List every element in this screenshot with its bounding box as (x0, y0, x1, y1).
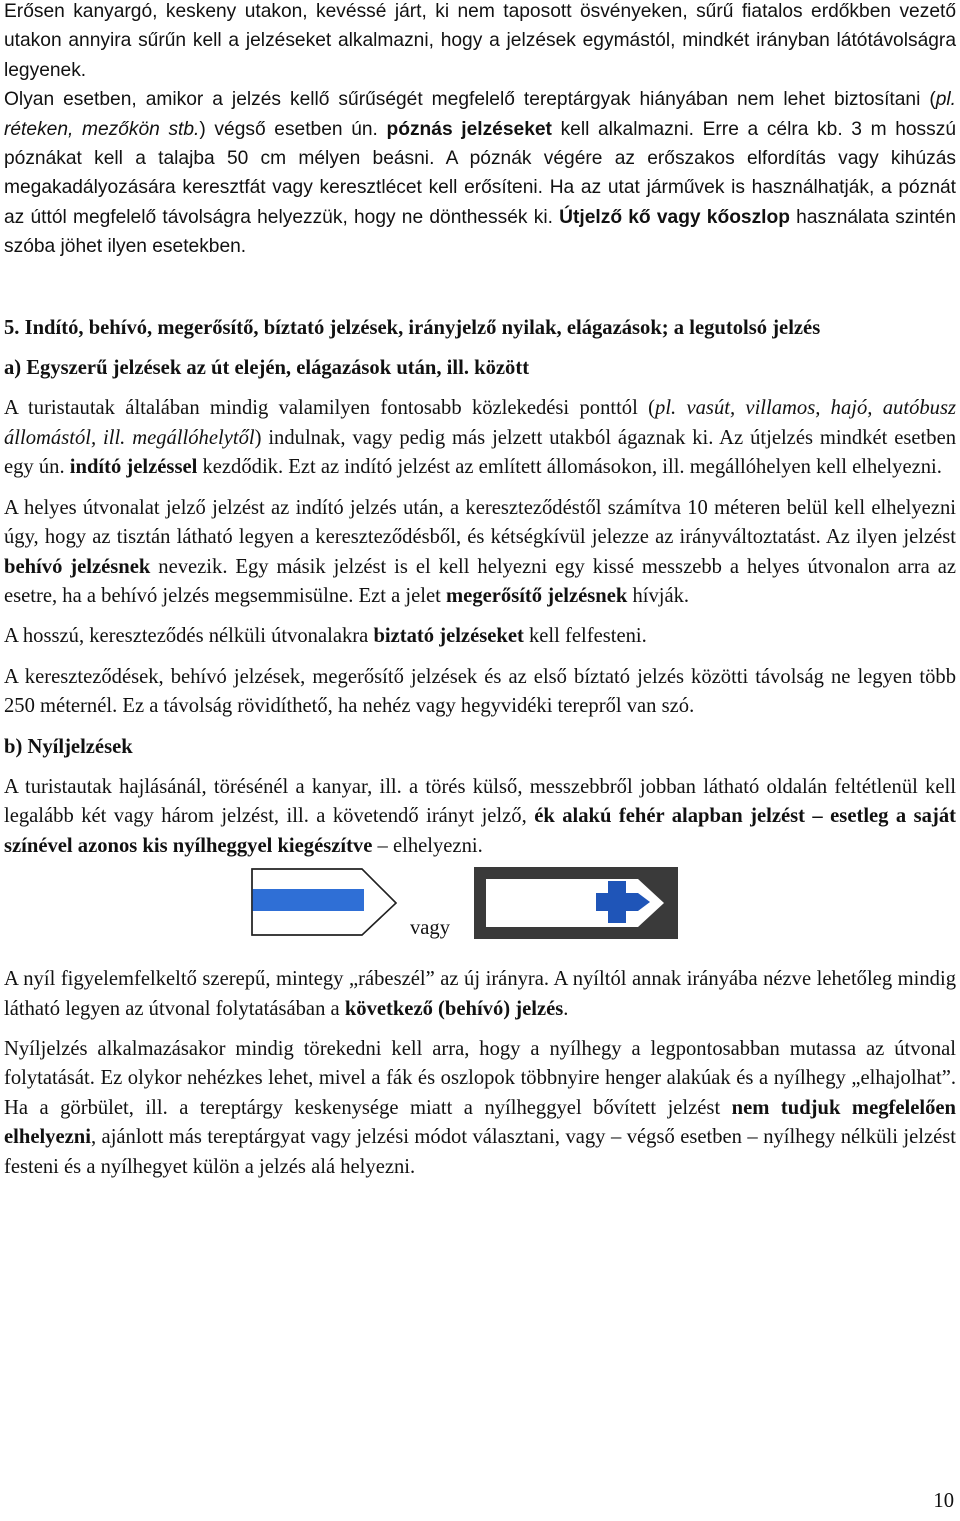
bold-text-run: Útjelző kő vagy kőoszlop (559, 206, 790, 228)
text-run: használata szintén szóba jöhet ilyen esetekben. (4, 206, 957, 258)
bold-text-run: behívó jelzésnek (4, 555, 151, 578)
italic-text-run: pl. réteken, mezőkön stb. (4, 89, 956, 140)
paragraph-dense-marking (4, 0, 956, 85)
text-run: A turistautak általában mindig valamilyen fontosabb közlekedési ponttól ( (4, 397, 656, 420)
text-run: kezdődik. Ezt az indító jelzést az említett állomásokon, ill. megállóhelyen kell elhelyezni. (197, 456, 942, 479)
page-number: 10 (933, 1490, 954, 1512)
text-run: – elhelyezni. (372, 834, 483, 857)
subsection-heading-a: a) Egyszerű jelzések az út elején, elágazások után, ill. között (4, 357, 530, 380)
cross-arrow-mark-icon (474, 867, 678, 939)
text-run: . (563, 997, 569, 1020)
subsection-heading-b: b) Nyíljelzések (4, 735, 133, 758)
text-run: ) végső esetben ún. (199, 118, 387, 140)
text-run: A turistautak hajlásánál, törésénél a kanyar, ill. a törés külső, messzebbről jobban látható oldalán feltétlenül kell legalább két vagy három jelzést, ill. a követendő irányt jelző, (4, 775, 956, 828)
text-run: kell alkalmazni. Erre a célra kb. 3 m hosszú póznákat kell a talajba 50 cm mélyen beásni. A póznák végére az erőszakos elfordítás vagy kihúzás megakadályozására keresztfát vagy keresztlécet kell erősíteni. Ha az utat járművek is használhatják, a póznát az úttól megfelelő távolságra helyezzük, hogy ne dönthessék ki. (4, 118, 957, 228)
bold-text-run: nem tudjuk megfelelően elhelyezni (4, 1096, 956, 1149)
paragraph-inviting-mark (4, 494, 956, 612)
text-run: A hosszú, kereszteződés nélküli útvonalakra (4, 625, 374, 648)
text-run: , ajánlott más tereptárgyat vagy jelzési módot választani, vagy – végső esetben – nyílhegy nélküli jelzést festeni és a nyílhegyet külön a jelzés alá helyezni. (4, 1126, 956, 1178)
text-run: hívják. (627, 584, 690, 607)
italic-text-run: pl. vasút, villamos, hajó, autóbusz állomástól, ill. megállóhelytől (4, 397, 956, 449)
text-run: Olyan esetben, amikor a jelzés kellő sűrűségét megfelelő tereptárgyak hiányában nem lehet biztosítani ( (4, 89, 936, 111)
paragraph-arrow-usage (4, 1035, 956, 1182)
text-run: A helyes útvonalat jelző jelzést az indító jelzés után, a kereszteződéstől számítva 10 méteren belül kell elhelyezni úgy, hogy az tisztán látható legyen a kereszteződésből, és kétségkívül jelezze az irányváltoztatást. Az ilyen jelzést (4, 496, 956, 549)
section-heading-5: 5. Indító, behívó, megerősítő, bíztató jelzések, irányjelző nyilak, elágazások; a legutolsó jelzés (4, 316, 821, 339)
paragraph-pole-marking (4, 85, 956, 261)
text-run: A nyíl figyelemfelkeltő szerepű, mintegy „rábeszél” az új irányra. A nyíltól annak irányába nézve lehetőleg mindig látható legyen az útvonal folytatásában a (4, 968, 956, 1020)
paragraph-encouraging-mark (4, 622, 956, 651)
wedge-mark-icon (250, 867, 400, 937)
bold-text-run: megerősítő jelzésnek (446, 584, 628, 607)
text-run: Nyíljelzés alkalmazásakor mindig törekedni kell arra, hogy a nyílhegy a legpontosabban mutassa az útvonal folytatását. Ez olykor nehézkes lehet, mivel a fák és oszlopok többnyire henger alakúak és a nyílhegy „elhajolhat”. Ha a görbület, ill. a tereptárgy keskenysége miatt a nyílheggyel bővített jelzést (4, 1037, 956, 1119)
bold-text-run: ék alakú fehér alapban jelzést – esetleg a saját színével azonos kis nyílheggyel kiegészítve (4, 805, 956, 857)
bold-text-run: következő (behívó) jelzés (344, 997, 564, 1020)
bold-text-run: biztató jelzéseket (373, 625, 524, 648)
paragraph-starting-mark (4, 394, 956, 482)
text-run: nevezik. Egy másik jelzést is el kell helyezni egy kissé messzebb a helyes útvonalon arra az esetre, ha a behívó jelzés megsemmisülne. Ezt a jelet (4, 555, 956, 607)
text-run: kell felfesteni. (523, 625, 647, 648)
paragraph-distance (4, 663, 956, 722)
paragraph-text: A kereszteződések, behívó jelzések, megerősítő jelzések és az első bíztató jelzés közötti távolság ne legyen több 250 méternél. Ez a távolság rövidíthető, ha nehéz vagy hegyvidéki terepről van szó. (4, 665, 956, 718)
bold-text-run: indító jelzéssel (69, 456, 198, 479)
figure-or-label: vagy (410, 917, 451, 940)
paragraph-arrow-marks (4, 773, 956, 861)
arrow-mark-figure (4, 867, 956, 947)
document-page (4, 0, 956, 1182)
text-run: ) indulnak, vagy pedig más jelzett utakból ágaznak ki. Az útjelzés mindkét esetben egy ún. (4, 426, 957, 479)
paragraph-text: Erősen kanyargó, keskeny utakon, kevéssé járt, ki nem taposott ösvényeken, sűrű fiatalos erdőkben vezető utakon annyira sűrűn kell a jelzéseket alkalmazni, hogy a jelzések egymástól, mindkét irányban látótávolságra legyenek. (4, 1, 956, 81)
paragraph-arrow-purpose (4, 965, 956, 1024)
bold-text-run: póznás jelzéseket (386, 118, 552, 140)
